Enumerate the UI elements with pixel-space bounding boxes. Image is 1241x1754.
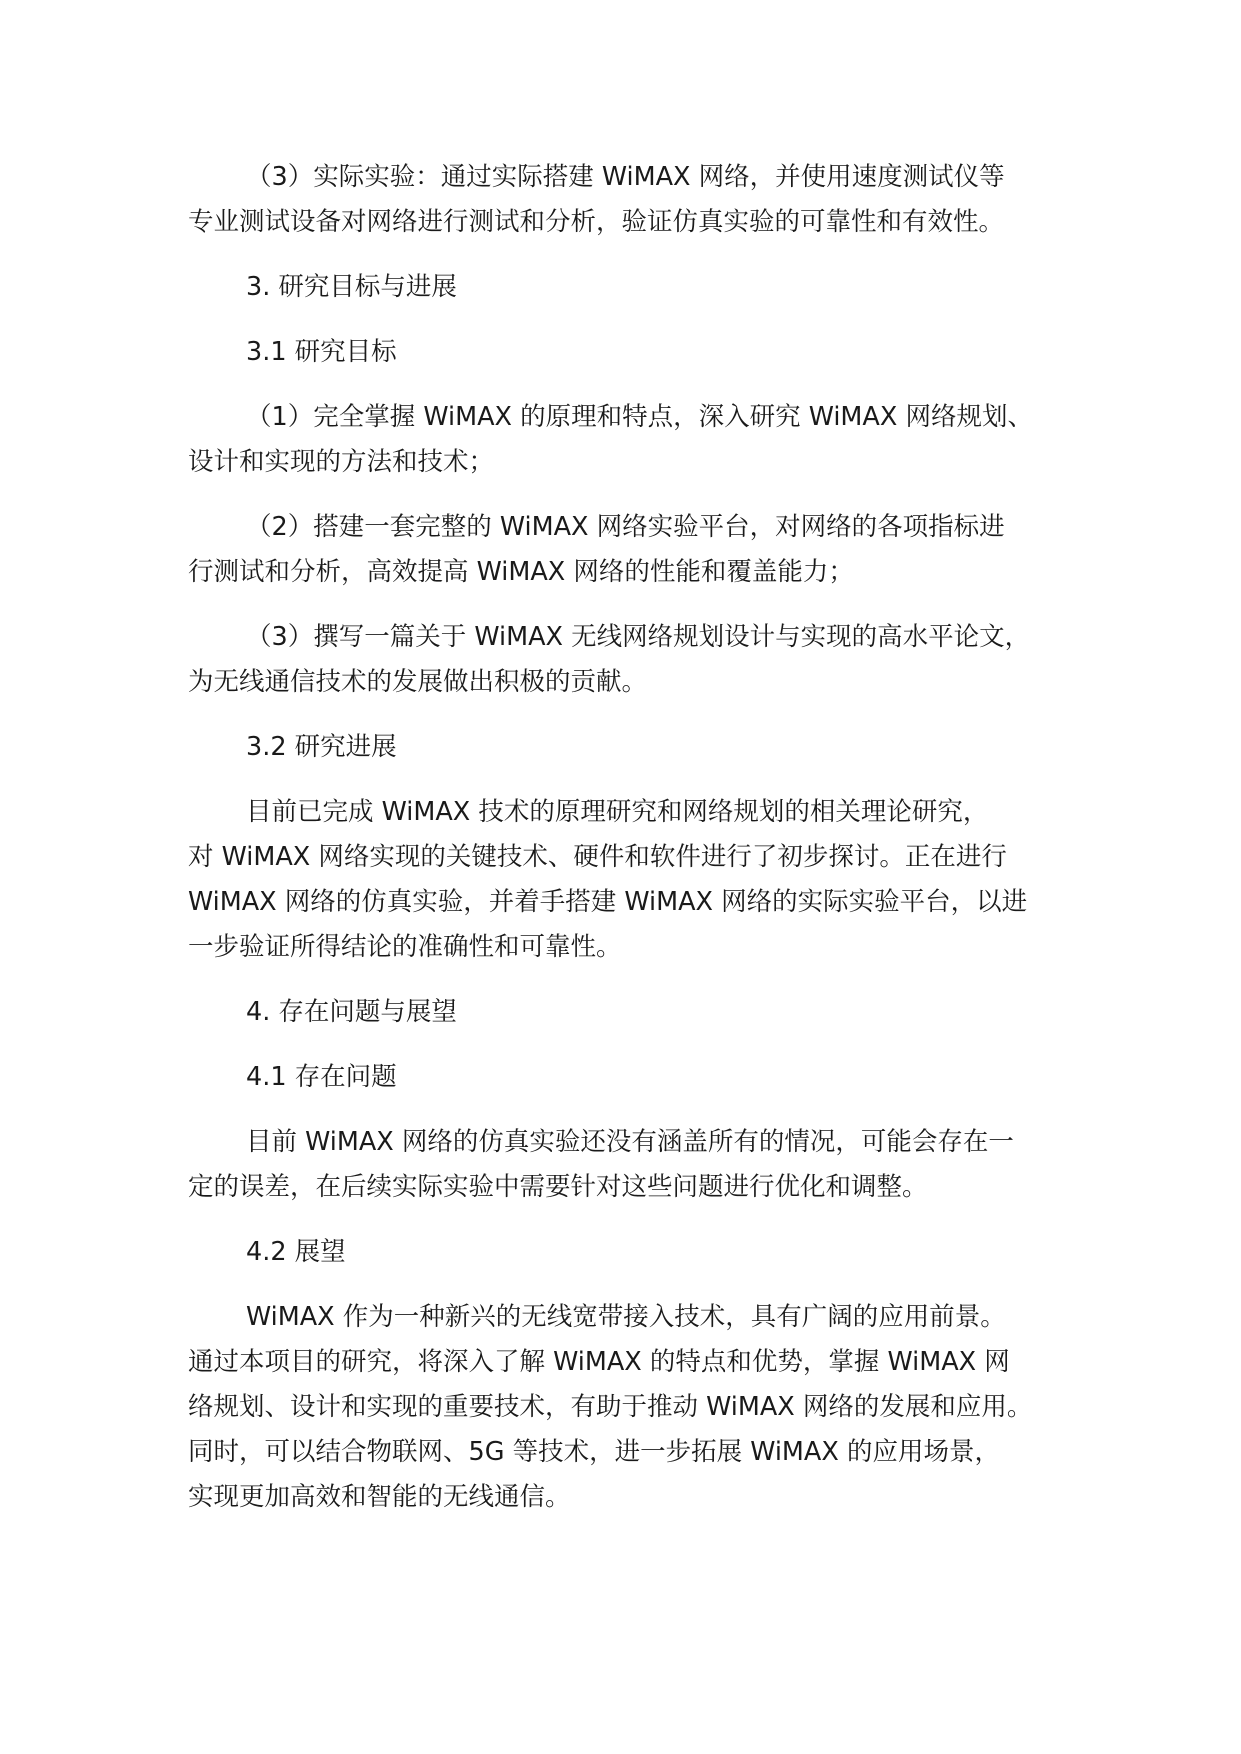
paragraph-line: WiMAX 网络的仿真实验，并着手搭建 WiMAX 网络的实际实验平台，以进 (188, 887, 1028, 917)
paragraph-line: 行测试和分析，高效提高 WiMAX 网络的性能和覆盖能力； (188, 557, 854, 587)
section-heading: 4. 存在问题与展望 (246, 997, 457, 1027)
paragraph-line: 设计和实现的方法和技术； (188, 447, 495, 477)
paragraph-line: 为无线通信技术的发展做出积极的贡献。 (188, 667, 648, 697)
body-paragraph (188, 395, 1088, 485)
paragraph-line: 一步验证所得结论的准确性和可靠性。 (188, 932, 622, 962)
section-heading: 4.2 展望 (246, 1237, 346, 1267)
paragraph-line: 专业测试设备对网络进行测试和分析，验证仿真实验的可靠性和有效性。 (188, 207, 1005, 237)
paragraph-line: （1）完全掌握 WiMAX 的原理和特点，深入研究 WiMAX 网络规划、 (246, 402, 1033, 432)
paragraph-line: WiMAX 作为一种新兴的无线宽带接入技术，具有广阔的应用前景。 (246, 1302, 1006, 1332)
paragraph-line: 目前 WiMAX 网络的仿真实验还没有涵盖所有的情况，可能会存在一 (246, 1127, 1014, 1157)
paragraph-line: 对 WiMAX 网络实现的关键技术、硬件和软件进行了初步探讨。正在进行 (188, 842, 1007, 872)
body-paragraph (188, 1295, 1088, 1520)
paragraph-line: （2）搭建一套完整的 WiMAX 网络实验平台，对网络的各项指标进 (246, 512, 1005, 542)
document-body (188, 155, 1088, 1540)
body-paragraph (188, 615, 1088, 705)
paragraph-line: 络规划、设计和实现的重要技术，有助于推动 WiMAX 网络的发展和应用。 (188, 1392, 1033, 1422)
paragraph-line: 同时，可以结合物联网、5G 等技术，进一步拓展 WiMAX 的应用场景， (188, 1437, 1000, 1467)
body-paragraph (188, 155, 1088, 245)
paragraph-line: （3）实际实验：通过实际搭建 WiMAX 网络，并使用速度测试仪等 (246, 162, 1005, 192)
section-heading: 4.1 存在问题 (246, 1062, 397, 1092)
body-paragraph (188, 505, 1088, 595)
paragraph-line: 通过本项目的研究，将深入了解 WiMAX 的特点和优势，掌握 WiMAX 网 (188, 1347, 1010, 1377)
section-heading: 3.2 研究进展 (246, 732, 397, 762)
body-paragraph (188, 1120, 1088, 1210)
section-heading: 3.1 研究目标 (246, 337, 397, 367)
paragraph-line: 实现更加高效和智能的无线通信。 (188, 1482, 571, 1512)
paragraph-line: 目前已完成 WiMAX 技术的原理研究和网络规划的相关理论研究， (246, 797, 989, 827)
paragraph-line: （3）撰写一篇关于 WiMAX 无线网络规划设计与实现的高水平论文， (246, 622, 1031, 652)
section-heading: 3. 研究目标与进展 (246, 272, 457, 302)
body-paragraph (188, 790, 1088, 970)
paragraph-line: 定的误差，在后续实际实验中需要针对这些问题进行优化和调整。 (188, 1172, 928, 1202)
